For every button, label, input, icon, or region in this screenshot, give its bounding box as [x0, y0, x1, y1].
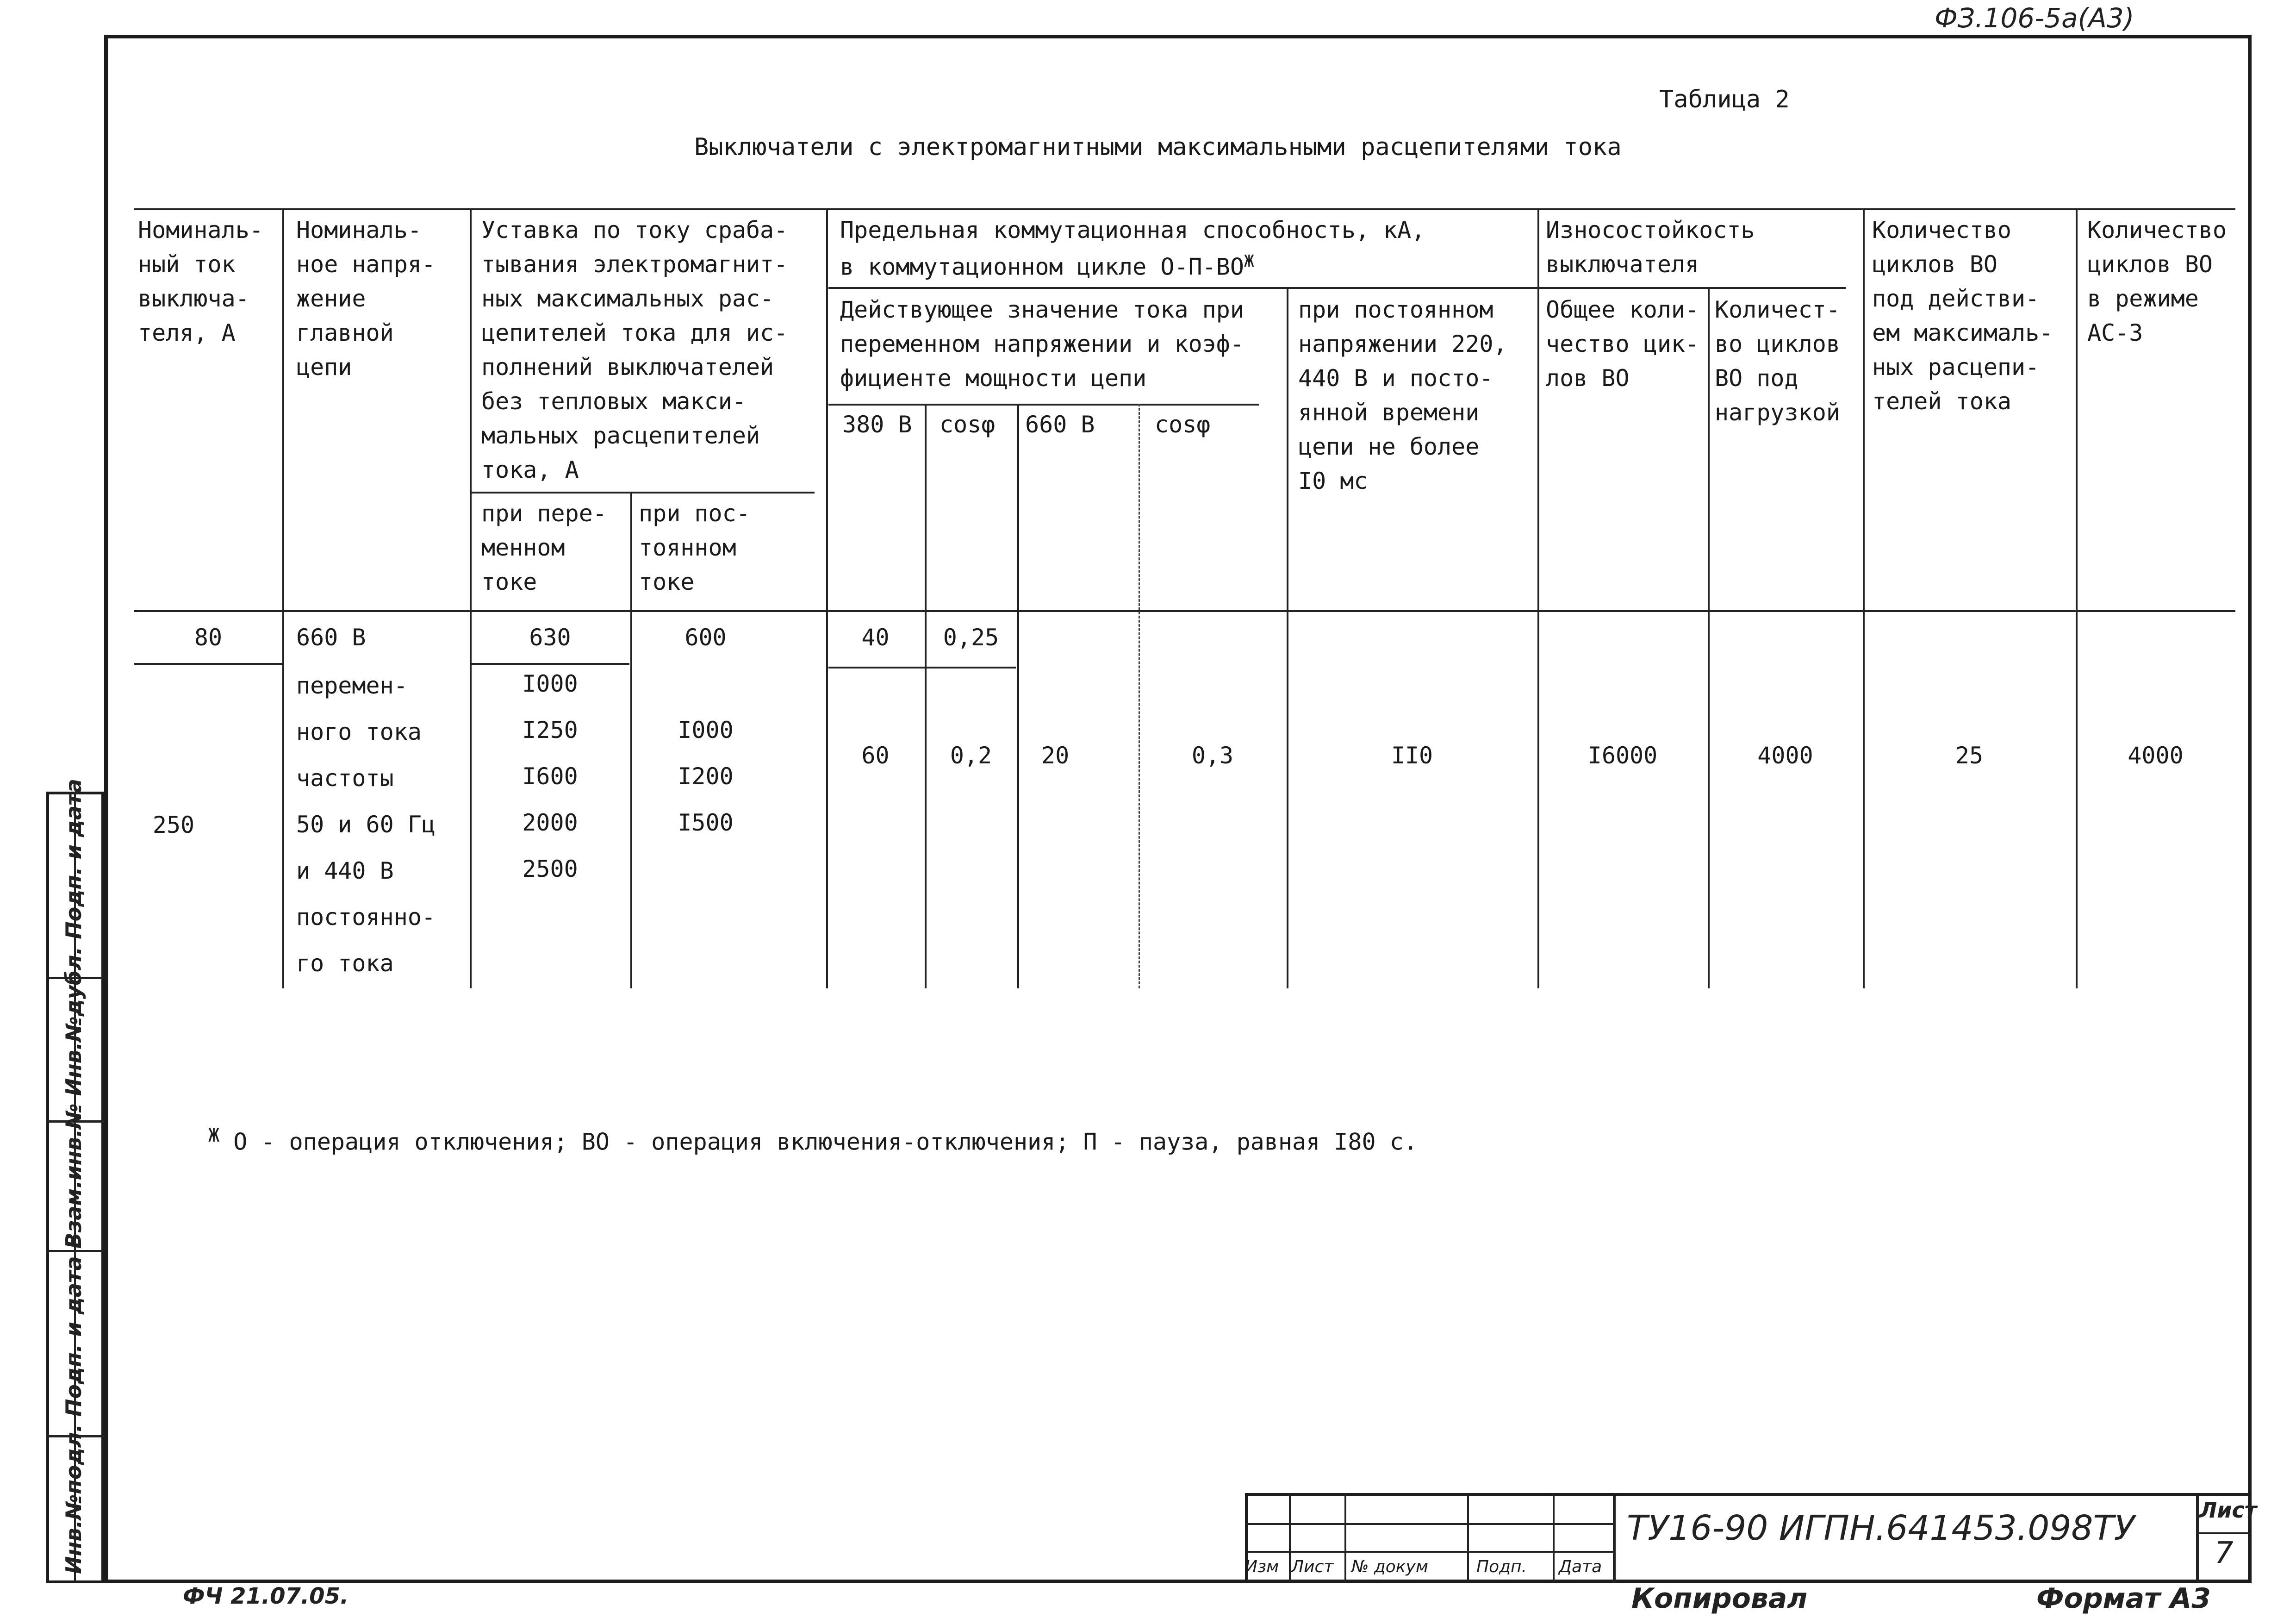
header-text: ное напря-	[296, 251, 436, 278]
cell-setting-ac: 2500	[522, 856, 578, 882]
header-text: АС-3	[2087, 319, 2143, 346]
header-text: янной времени	[1298, 399, 1480, 426]
title-block-col-line	[1467, 1493, 1469, 1583]
cell-current: 250	[152, 812, 195, 838]
col-line-6	[1017, 404, 1019, 988]
title-block-col-line	[1613, 1493, 1616, 1583]
col-line-5	[925, 404, 927, 988]
table-title: Выключатели с электромагнитными максимальными расцепителями тока	[694, 133, 1622, 161]
cell-cycles-ac3: 4000	[2128, 742, 2184, 769]
footnote-marker: Ж	[1244, 252, 1254, 271]
footnote	[208, 1125, 1418, 1156]
col-line-4	[826, 208, 828, 988]
header-text: лов ВО	[1546, 365, 1630, 392]
header-text: Количество	[1872, 217, 2012, 244]
row-line-setting	[470, 663, 629, 665]
cell-380v: 40	[861, 624, 890, 651]
cell-wear-load: 4000	[1757, 742, 1813, 769]
cell-current: 80	[194, 624, 223, 651]
cell-setting-ac: I600	[522, 763, 578, 790]
header-text: выключателя	[1546, 251, 1699, 278]
header-text: в режиме	[2087, 285, 2199, 312]
cell-cycles-trip: 25	[1955, 742, 1984, 769]
sheet-label: Лист	[2199, 1498, 2257, 1523]
header-text: телей тока	[1872, 388, 2012, 415]
header-text: под действи-	[1872, 285, 2040, 312]
cell-voltage: 660 В	[296, 624, 366, 651]
cell-660v: 20	[1041, 742, 1070, 769]
title-block-sheet-line	[2196, 1532, 2252, 1534]
side-stamp-text: Инв.№подл. Подп. и дата Взам.инв.№ Инв.№дубл. Подп. и дата	[61, 779, 86, 1574]
header-text: выключа-	[138, 285, 249, 312]
cell-setting-ac: I000	[522, 670, 578, 697]
header-text: Номиналь-	[296, 217, 422, 244]
header-text: ный ток	[138, 251, 236, 278]
header-text: тока, А	[481, 456, 579, 483]
col-line-7	[1139, 404, 1140, 988]
header-line-breaking	[828, 287, 1846, 289]
title-block-col-label: № докум	[1351, 1557, 1429, 1576]
title-block-col-label: Изм	[1245, 1557, 1279, 1576]
title-block-col-label: Подп.	[1476, 1557, 1527, 1576]
header-text: токе	[481, 568, 537, 595]
header-text: ВО под	[1715, 365, 1798, 392]
header-text: Номиналь-	[138, 217, 263, 244]
header-text: ем максималь-	[1872, 319, 2053, 346]
header-text: циклов ВО	[2087, 251, 2213, 278]
header-text: главной	[296, 319, 394, 346]
header-text: 440 В и посто-	[1298, 365, 1493, 392]
cell-cosphi: 0,25	[943, 624, 999, 651]
header-text: Количест-	[1715, 296, 1840, 323]
footnote-text: О - операция отключения; ВО - операция включения-отключения; П - пауза, равная I80 с.	[233, 1128, 1418, 1156]
title-block-col-line	[1289, 1493, 1291, 1583]
header-text: цепителей тока для ис-	[481, 319, 788, 346]
header-text: в коммутационном цикле О-П-ВО	[840, 253, 1244, 281]
header-line-cos	[828, 404, 1259, 406]
format-label: Формат А3	[2036, 1582, 2211, 1615]
header-text: теля, А	[138, 319, 236, 346]
header-text: тоянном	[639, 534, 736, 561]
header-text: цепи	[296, 354, 352, 381]
header-text: I0 мс	[1298, 468, 1368, 494]
header-380v: 380 В	[842, 411, 912, 438]
header-text: ных расцепи-	[1872, 354, 2040, 381]
title-block-col-line	[1344, 1493, 1346, 1583]
doc-code: ФЗ.106-5а(А3)	[1935, 2, 2134, 34]
col-line-11	[1863, 208, 1865, 988]
header-text: фициенте мощности цепи	[840, 365, 1147, 392]
title-block-row-line	[1245, 1551, 1613, 1553]
cell-voltage-line: частоты	[296, 765, 394, 792]
header-text: полнений выключателей	[481, 354, 774, 381]
header-text: токе	[639, 568, 695, 595]
header-text: тывания электромагнит-	[481, 251, 788, 278]
header-text: чество цик-	[1546, 331, 1699, 357]
cell-setting-dc: I500	[678, 809, 734, 836]
cell-voltage-line: 50 и 60 Гц	[296, 811, 436, 838]
title-block-col-line	[2196, 1493, 2199, 1583]
title-block-col-label: Лист	[1291, 1557, 1334, 1576]
header-text: без тепловых макси-	[481, 388, 746, 415]
document-code: ТУ16-90 ИГПН.641453.098ТУ	[1627, 1508, 2135, 1548]
cell-380v: 60	[861, 742, 890, 769]
header-text: нагрузкой	[1715, 399, 1840, 426]
header-line-setting	[470, 492, 815, 493]
col-line-1	[282, 208, 284, 988]
header-text: ных максимальных рас-	[481, 285, 774, 312]
cell-setting-ac: I250	[522, 717, 578, 743]
header-text: при пере-	[481, 500, 607, 527]
cell-voltage-line: перемен-	[296, 672, 408, 699]
cell-voltage-line: ного тока	[296, 718, 422, 745]
header-text: переменном напряжении и коэф-	[840, 331, 1244, 357]
header-text: во циклов	[1715, 331, 1840, 357]
title-block-col-line	[1553, 1493, 1555, 1583]
header-text: Общее коли-	[1546, 296, 1699, 323]
cell-setting-dc: I000	[678, 717, 734, 743]
cell-voltage-line: го тока	[296, 950, 394, 977]
footnote-marker: Ж	[208, 1125, 220, 1146]
handwritten-note: ФЧ 21.07.05.	[183, 1583, 349, 1609]
header-text: Предельная коммутационная способность, кА,	[840, 217, 1425, 244]
header-text: мальных расцепителей	[481, 422, 760, 449]
header-text: цепи не более	[1298, 433, 1480, 460]
header-text: напряжении 220,	[1298, 331, 1507, 357]
col-line-10	[1708, 287, 1710, 988]
cell-cosphi: 0,2	[950, 742, 992, 769]
table-number: Таблица 2	[1659, 86, 1790, 113]
row-line-380	[828, 667, 1016, 668]
header-text: жение	[296, 285, 366, 312]
title-block-row-line	[1245, 1523, 1613, 1525]
header-text: Уставка по току сраба-	[481, 217, 788, 244]
title-block-col-label: Дата	[1559, 1557, 1602, 1576]
header-text: Износостойкость	[1546, 217, 1755, 244]
table-top-line	[134, 208, 2235, 210]
header-text: при пос-	[639, 500, 750, 527]
cell-setting-ac: 630	[529, 624, 571, 651]
cell-setting-ac: 2000	[522, 809, 578, 836]
header-660v: 660 В	[1025, 411, 1095, 438]
header-text: Количество	[2087, 217, 2227, 244]
header-text: при постоянном	[1298, 296, 1493, 323]
header-cosphi-2: cosφ	[1155, 411, 1211, 438]
row-line-current	[134, 663, 282, 665]
col-line-12	[2076, 208, 2078, 988]
cell-wear-total: I6000	[1587, 742, 1658, 769]
header-text: Действующее значение тока при	[840, 296, 1244, 323]
copied-label: Копировал	[1631, 1582, 1808, 1615]
col-line-8	[1287, 287, 1288, 988]
header-bottom-line	[134, 610, 2235, 612]
header-text: циклов ВО	[1872, 251, 1997, 278]
cell-voltage-line: постоянно-	[296, 904, 436, 931]
cell-setting-dc: I200	[678, 763, 734, 790]
cell-voltage-line: и 440 В	[296, 857, 394, 884]
col-line-9	[1537, 208, 1539, 988]
cell-setting-dc: 600	[684, 624, 727, 651]
header-text: менном	[481, 534, 565, 561]
header-cosphi-1: cosφ	[940, 411, 996, 438]
cell-dc-breaking: II0	[1391, 742, 1433, 769]
sheet-number: 7	[2215, 1536, 2234, 1570]
cell-cosphi-660: 0,3	[1191, 742, 1234, 769]
